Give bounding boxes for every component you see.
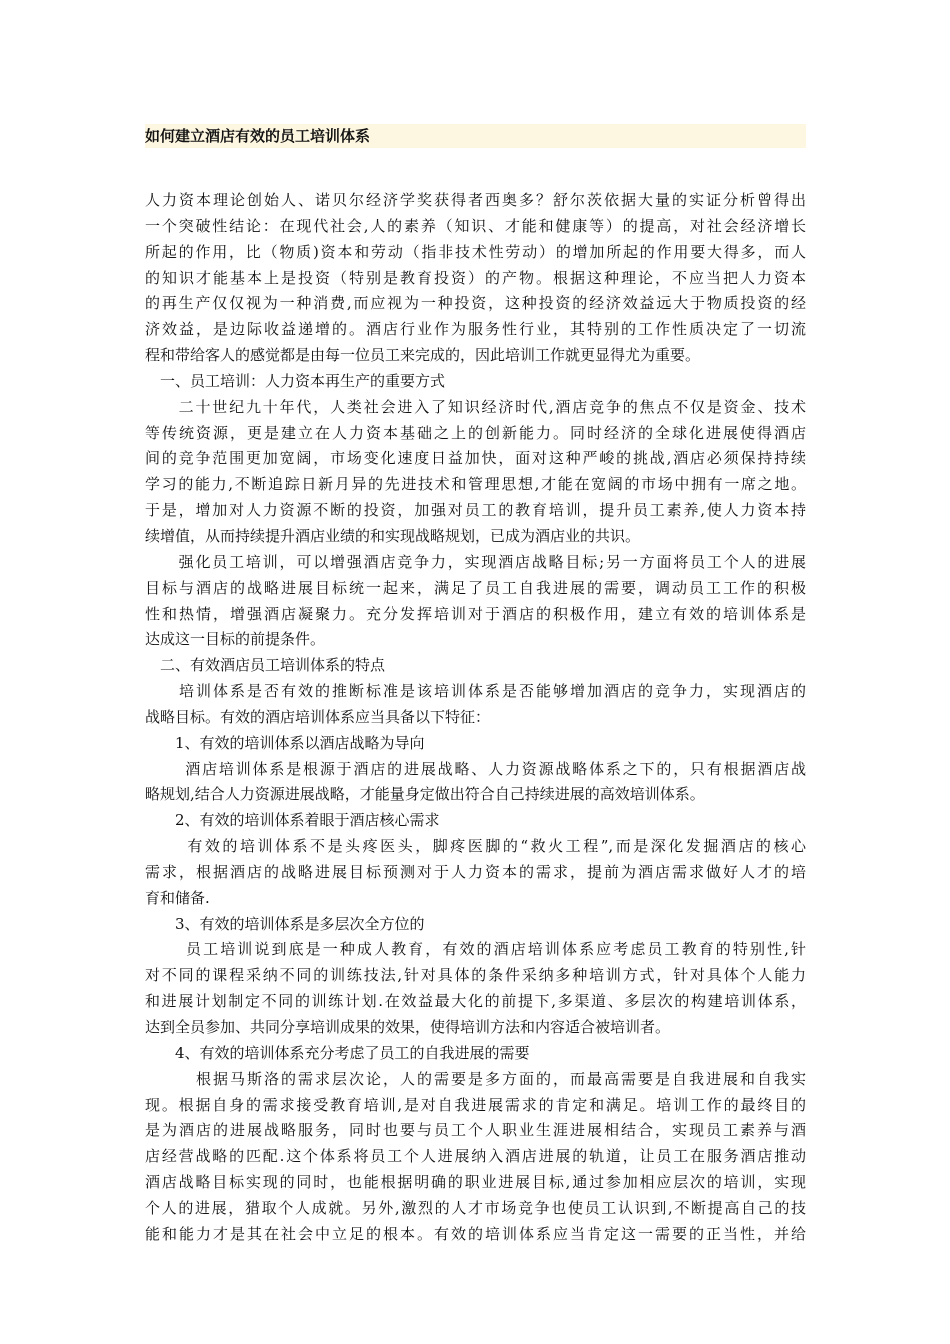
body-line: 2、有效的培训体系着眼于酒店核心需求 <box>145 811 440 830</box>
body-line: 学习的能力,不断追踪日新月异的先进技术和管理思想,才能在宽阔的市场中拥有一席之地。 <box>145 475 806 494</box>
body-line: 酒店培训体系是根源于酒店的进展战略、人力资源战略体系之下的，只有根据酒店战 <box>145 759 806 778</box>
body-line: 间的竞争范围更加宽阔，市场变化速度日益加快，面对这种严峻的挑战,酒店必须保持持续 <box>145 449 806 468</box>
body-line: 性和热情，增强酒店凝聚力。充分发挥培训对于酒店的积极作用，建立有效的培训体系是 <box>145 604 806 623</box>
body-line: 略规划,结合人力资源进展战略，才能量身定做出符合自己持续进展的高效培训体系。 <box>145 785 705 804</box>
body-line: 所起的作用，比（物质)资本和劳动（指非技术性劳动）的增加所起的作用要大得多，而人 <box>145 242 806 261</box>
body-line: 程和带给客人的感觉都是由每一位员工来完成的，因此培训工作就更显得尤为重要。 <box>145 346 701 365</box>
body-line: 二、有效酒店员工培训体系的特点 <box>145 656 386 675</box>
body-line: 需求，根据酒店的战略进展目标预测对于人力资本的需求，提前为酒店需求做好人才的培 <box>145 862 806 881</box>
body-line: 济效益，是边际收益递增的。酒店行业作为服务性行业，其特别的工作性质决定了一切流 <box>145 320 806 339</box>
body-line: 的知识才能基本上是投资（特别是教育投资）的产物。根据这种理论，不应当把人力资本 <box>145 268 806 287</box>
body-line: 个人的进展，猎取个人成就。另外,激烈的人才市场竞争也使员工认识到,不断提高自己的技 <box>145 1198 806 1217</box>
body-line: 1、有效的培训体系以酒店战略为导向 <box>145 733 425 752</box>
title-banner <box>145 124 806 148</box>
body-line: 店经营战略的匹配.这个体系将员工个人进展纳入酒店进展的轨道，让员工在服务酒店推动 <box>145 1147 806 1166</box>
body-line: 人力资本理论创始人、诺贝尔经济学奖获得者西奥多？舒尔茨依据大量的实证分析曾得出 <box>145 191 806 209</box>
body-line: 二十世纪九十年代，人类社会进入了知识经济时代,酒店竞争的焦点不仅是资金、技术 <box>145 397 806 416</box>
body-line: 现。根据自身的需求接受教育培训,是对自我进展需求的肯定和满足。培训工作的最终目的 <box>145 1095 806 1114</box>
body-line: 强化员工培训，可以增强酒店竞争力，实现酒店战略目标;另一方面将员工个人的进展 <box>145 552 806 571</box>
body-line: 一个突破性结论：在现代社会,人的素养（知识、才能和健康等）的提高，对社会经济增长 <box>145 216 806 235</box>
body-line: 是为酒店的进展战略服务，同时也要与员工个人职业生涯进展相结合，实现员工素养与酒 <box>145 1121 806 1140</box>
body-line: 根据马斯洛的需求层次论，人的需要是多方面的，而最高需要是自我进展和自我实 <box>145 1069 806 1088</box>
body-line: 一、员工培训：人力资本再生产的重要方式 <box>145 371 446 390</box>
body-line: 培训体系是否有效的推断标准是该培训体系是否能够增加酒店的竞争力，实现酒店的 <box>145 682 806 701</box>
body-line: 达到全员参加、共同分享培训成果的效果，使得培训方法和内容适合被培训者。 <box>145 1018 671 1036</box>
body-line: 酒店战略目标实现的同时，也能根据明确的职业进展目标,通过参加相应层次的培训，实现 <box>145 1173 806 1192</box>
body-line: 等传统资源，更是建立在人力资本基础之上的创新能力。同时经济的全球化进展使得酒店 <box>145 423 806 442</box>
body-line: 续增值，从而持续提升酒店业绩的和实现战略规划，已成为酒店业的共识。 <box>145 526 641 545</box>
body-line: 4、有效的培训体系充分考虑了员工的自我进展的需要 <box>145 1043 530 1062</box>
body-line: 目标与酒店的战略进展目标统一起来，满足了员工自我进展的需要，调动员工工作的积极 <box>145 578 806 597</box>
body-line: 能和能力才是其在社会中立足的根本。有效的培训体系应当肯定这一需要的正当性，并给 <box>145 1224 806 1243</box>
body-line: 员工培训说到底是一种成人教育，有效的酒店培训体系应考虑员工教育的特别性,针 <box>145 940 806 959</box>
body-line: 3、有效的培训体系是多层次全方位的 <box>145 914 425 933</box>
body-line: 育和储备. <box>145 888 210 907</box>
document-body <box>145 188 806 1248</box>
body-line: 和进展计划制定不同的训练计划.在效益最大化的前提下,多渠道、多层次的构建培训体系， <box>145 992 806 1011</box>
body-line: 于是，增加对人力资源不断的投资，加强对员工的教育培训，提升员工素养,使人力资本持 <box>145 501 806 520</box>
body-line: 的再生产仅仅视为一种消费,而应视为一种投资，这种投资的经济效益远大于物质投资的经 <box>145 294 806 313</box>
body-line: 达成这一目标的前提条件。 <box>145 630 326 649</box>
body-line: 对不同的课程采纳不同的训练技法,针对具体的条件采纳多种培训方式，针对具体个人能力 <box>145 966 806 985</box>
body-line: 有效的培训体系不是头疼医头，脚疼医脚的“救火工程”,而是深化发掘酒店的核心 <box>145 837 806 856</box>
document-title: 如何建立酒店有效的员工培训体系 <box>145 127 371 145</box>
body-line: 战略目标。有效的酒店培训体系应当具备以下特征： <box>145 707 491 726</box>
